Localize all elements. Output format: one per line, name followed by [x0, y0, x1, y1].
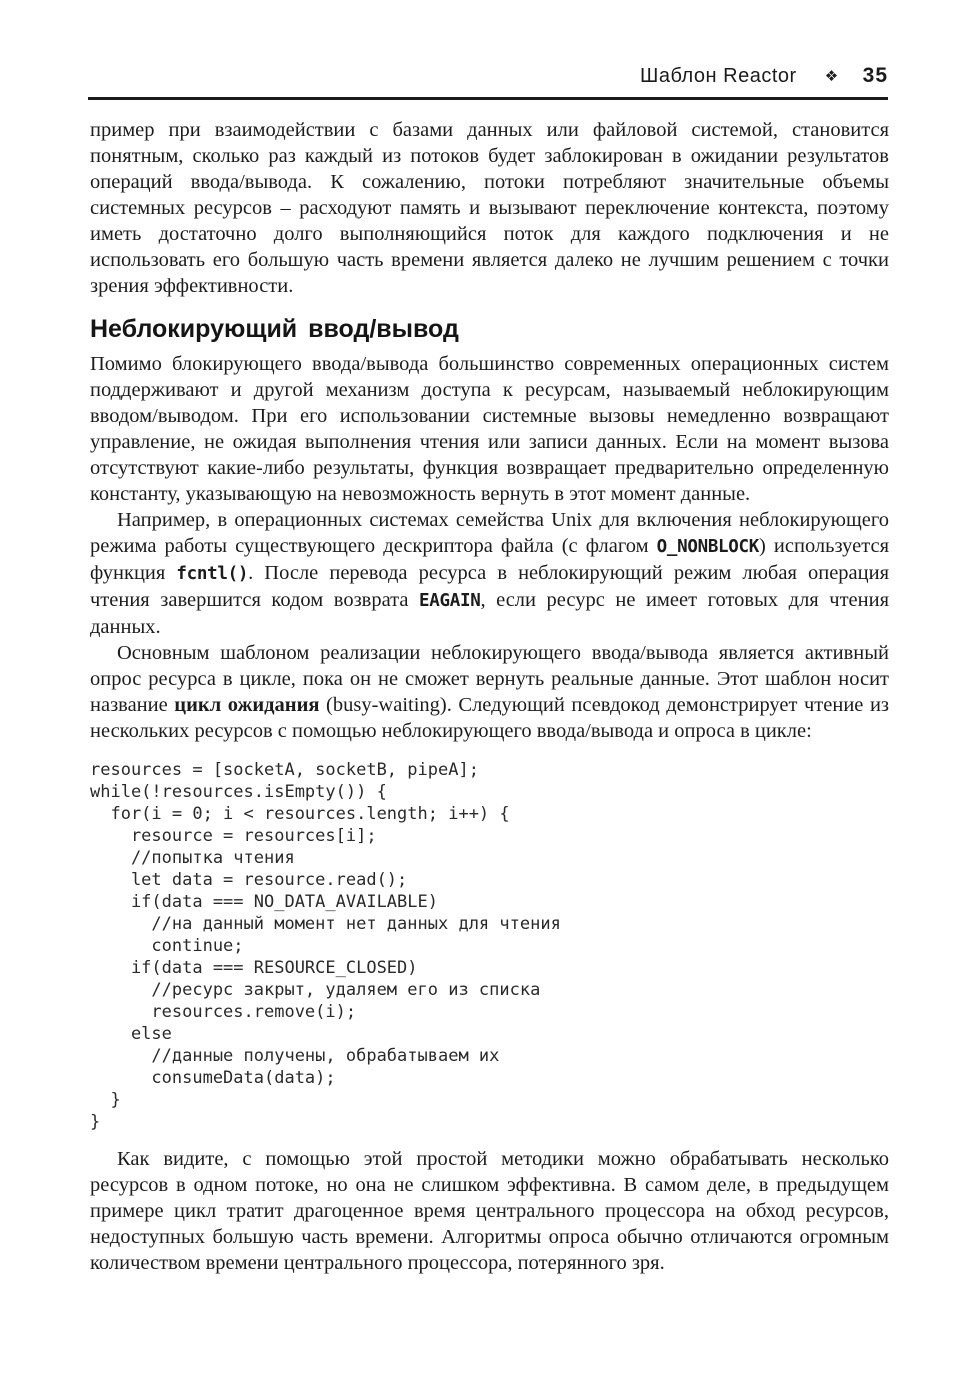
- running-head: [88, 64, 888, 100]
- code-block: [90, 759, 889, 1133]
- paragraph-text: ) используется функция: [90, 535, 889, 584]
- code-line: else: [90, 1024, 172, 1044]
- paragraph-busy-waiting: [90, 640, 889, 744]
- inline-code-fcntl: fcntl(): [176, 564, 249, 584]
- code-line: //на данный момент нет данных для чтения: [90, 914, 561, 934]
- page-body: [90, 117, 889, 1276]
- diamond-icon: ❖: [824, 67, 839, 85]
- code-line: }: [90, 1090, 121, 1110]
- code-line: resources.remove(i);: [90, 1002, 357, 1022]
- code-line: resource = resources[i];: [90, 826, 377, 846]
- section-heading: Неблокирующий ввод/вывод: [90, 315, 459, 343]
- code-line: //данные получены, обрабатываем их: [90, 1046, 500, 1066]
- code-line: //попытка чтения: [90, 848, 295, 868]
- code-line: if(data === RESOURCE_CLOSED): [90, 958, 418, 978]
- inline-code-ononblock: O_NONBLOCK: [656, 537, 759, 557]
- paragraph-text: , если ресурс не имеет готовых для чтения данных.: [90, 589, 890, 638]
- code-line: //ресурс закрыт, удаляем его из списка: [90, 980, 541, 1000]
- code-line: let data = resource.read();: [90, 870, 408, 890]
- paragraph-nonblocking: Помимо блокирующего ввода/вывода большинство современных операционных систем поддерживают и другой механизм доступа к ресурсам, называемый неблокирующим вводом/выводом. При его использовании системные вызовы немедленно возвращают управление, не ожидая выполнения чтения или записи данных. Если на момент вызова отсутствуют какие-либо результаты, функция возвращает предварительно определенную константу, указывающую на невозможность вернуть в этот момент данные.: [90, 353, 889, 505]
- bold-term-busy-waiting: цикл ожидания: [174, 694, 320, 716]
- paragraph-text: Основным шаблоном реализации неблокирующего ввода/вывода является активный опрос ресурса в цикле, пока он не сможет вернуть реальные данные. Этот шаблон носит название: [90, 642, 889, 716]
- page-number: 35: [862, 64, 888, 87]
- code-line: while(!resources.isEmpty()) {: [90, 782, 387, 802]
- paragraph-unix: [90, 507, 889, 640]
- paragraph-intro: пример при взаимодействии с базами данных или файловой системой, становится понятным, сколько раз каждый из потоков будет заблокирован в ожидании результатов операций ввода/вывода. К сожалению, потоки потребляют значительные объемы системных ресурсов – расходуют память и вызывают переключение контекста, поэтому иметь достаточно долго выполняющийся поток для каждого подключения и не использовать его большую часть времени является далеко не лучшим решением с точки зрения эффективности.: [90, 119, 889, 297]
- chapter-title: Шаблон Reactor: [640, 65, 797, 87]
- code-line: resources = [socketA, socketB, pipeA];: [90, 760, 479, 780]
- paragraph-text: . После перевода ресурса в неблокирующий режим любая операция чтения завершится кодом возврата: [90, 562, 890, 611]
- paragraph-text: Например, в операционных системах семейства Unix для включения неблокирующего режима работы существующего дескриптора файла (с флагом: [90, 509, 889, 557]
- code-line: if(data === NO_DATA_AVAILABLE): [90, 892, 438, 912]
- paragraph-conclusion: Как видите, с помощью этой простой методики можно обрабатывать несколько ресурсов в одном потоке, но она не слишком эффективна. В самом деле, в предыдущем примере цикл тратит драгоценное время центрального процессора на обход ресурсов, недоступных большую часть времени. Алгоритмы опроса обычно отличаются огромным количеством времени центрального процессора, потерянного зря.: [90, 1148, 889, 1274]
- code-line: for(i = 0; i < resources.length; i++) {: [90, 804, 510, 824]
- code-line: consumeData(data);: [90, 1068, 336, 1088]
- paragraph-text: (busy-waiting). Следующий псевдокод демонстрирует чтение из нескольких ресурсов с помощью неблокирующего ввода/вывода и опроса в цикле:: [90, 694, 890, 742]
- code-line: continue;: [90, 936, 244, 956]
- inline-code-eagain: EAGAIN: [419, 591, 481, 611]
- code-line: }: [90, 1112, 101, 1132]
